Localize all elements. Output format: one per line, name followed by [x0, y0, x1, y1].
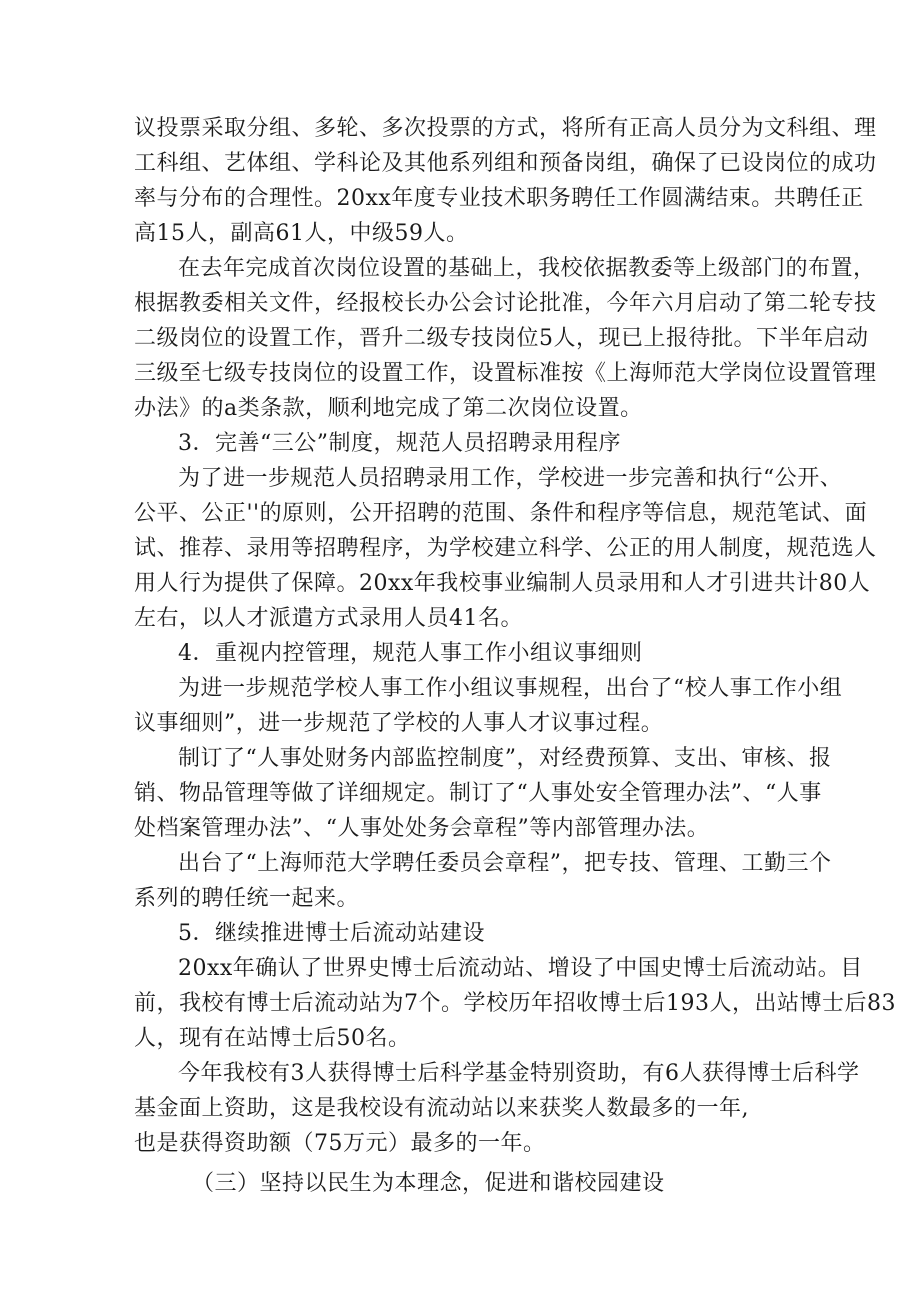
paragraph-line: 系列的聘任统一起来。: [134, 886, 360, 911]
paragraph-line: 用人行为提供了保障。20xx年我校事业编制人员录用和人才引进共计80人: [134, 571, 871, 596]
paragraph-line: 根据教委相关文件，经报校长办公会讨论批准，今年六月启动了第二轮专技: [134, 291, 877, 316]
paragraph-line: 前，我校有博士后流动站为7个。学校历年招收博士后193人，出站博士后83: [134, 991, 896, 1016]
paragraph-line: 为进一步规范学校人事工作小组议事规程，出台了“校人事工作小组: [178, 676, 843, 701]
paragraph-line: 率与分布的合理性。20xx年度专业技术职务聘任工作圆满结束。共聘任正: [134, 186, 864, 211]
paragraph-line: 为了进一步规范人员招聘录用工作，学校进一步完善和执行“公开、: [178, 466, 843, 491]
paragraph-line: 试、推荐、录用等招聘程序，为学校建立科学、公正的用人制度，规范选人: [134, 536, 877, 561]
section-heading: 5．继续推进博士后流动站建设: [178, 921, 485, 946]
paragraph-line: 左右，以人才派遣方式录用人员41名。: [134, 606, 523, 631]
paragraph-line: 工科组、艺体组、学科论及其他系列组和预备岗组，确保了已设岗位的成功: [134, 151, 877, 176]
paragraph-line: 制订了“人事处财务内部监控制度”，对经费预算、支出、审核、报: [178, 746, 832, 771]
section-heading: 3．完善“三公”制度，规范人员招聘录用程序: [178, 431, 621, 456]
paragraph-line: 20xx年确认了世界史博士后流动站、增设了中国史博士后流动站。目: [178, 956, 863, 981]
paragraph-line: 人，现有在站博士后50名。: [134, 1026, 411, 1051]
paragraph-line: 出台了“上海师范大学聘任委员会章程”，把专技、管理、工勤三个: [178, 851, 832, 876]
paragraph-line: 处档案管理办法”、“人事处处务会章程”等内部管理办法。: [134, 816, 710, 841]
section-heading: 4．重视内控管理，规范人事工作小组议事细则: [178, 641, 643, 666]
paragraph-line: 也是获得资助额（75万元）最多的一年。: [134, 1131, 546, 1156]
paragraph-line: 三级至七级专技岗位的设置工作，设置标准按《上海师范大学岗位设置管理: [134, 361, 877, 386]
paragraph-line: 基金面上资助，这是我校设有流动站以来获奖人数最多的一年,: [134, 1096, 749, 1121]
section-heading: （三）坚持以民生为本理念，促进和谐校园建设: [192, 1171, 665, 1196]
paragraph-line: 议事细则”，进一步规范了学校的人事人才议事过程。: [134, 711, 664, 736]
paragraph-line: 在去年完成首次岗位设置的基础上，我校依据教委等上级部门的布置，: [178, 256, 876, 281]
paragraph-line: 二级岗位的设置工作，晋升二级专技岗位5人，现已上报待批。下半年启动: [134, 326, 869, 351]
paragraph-line: 办法》的a类条款，顺利地完成了第二次岗位设置。: [134, 396, 643, 421]
paragraph-line: 销、物品管理等做了详细规定。制订了“人事处安全管理办法”、“人事: [134, 781, 822, 806]
paragraph-line: 议投票采取分组、多轮、多次投票的方式，将所有正高人员分为文科组、理: [134, 116, 877, 141]
paragraph-line: 高15人，副高61人，中级59人。: [134, 221, 469, 246]
paragraph-line: 公平、公正''的原则，公开招聘的范围、条件和程序等信息，规范笔试、面: [134, 501, 868, 526]
paragraph-line: 今年我校有3人获得博士后科学基金特别资助，有6人获得博士后科学: [178, 1061, 860, 1086]
